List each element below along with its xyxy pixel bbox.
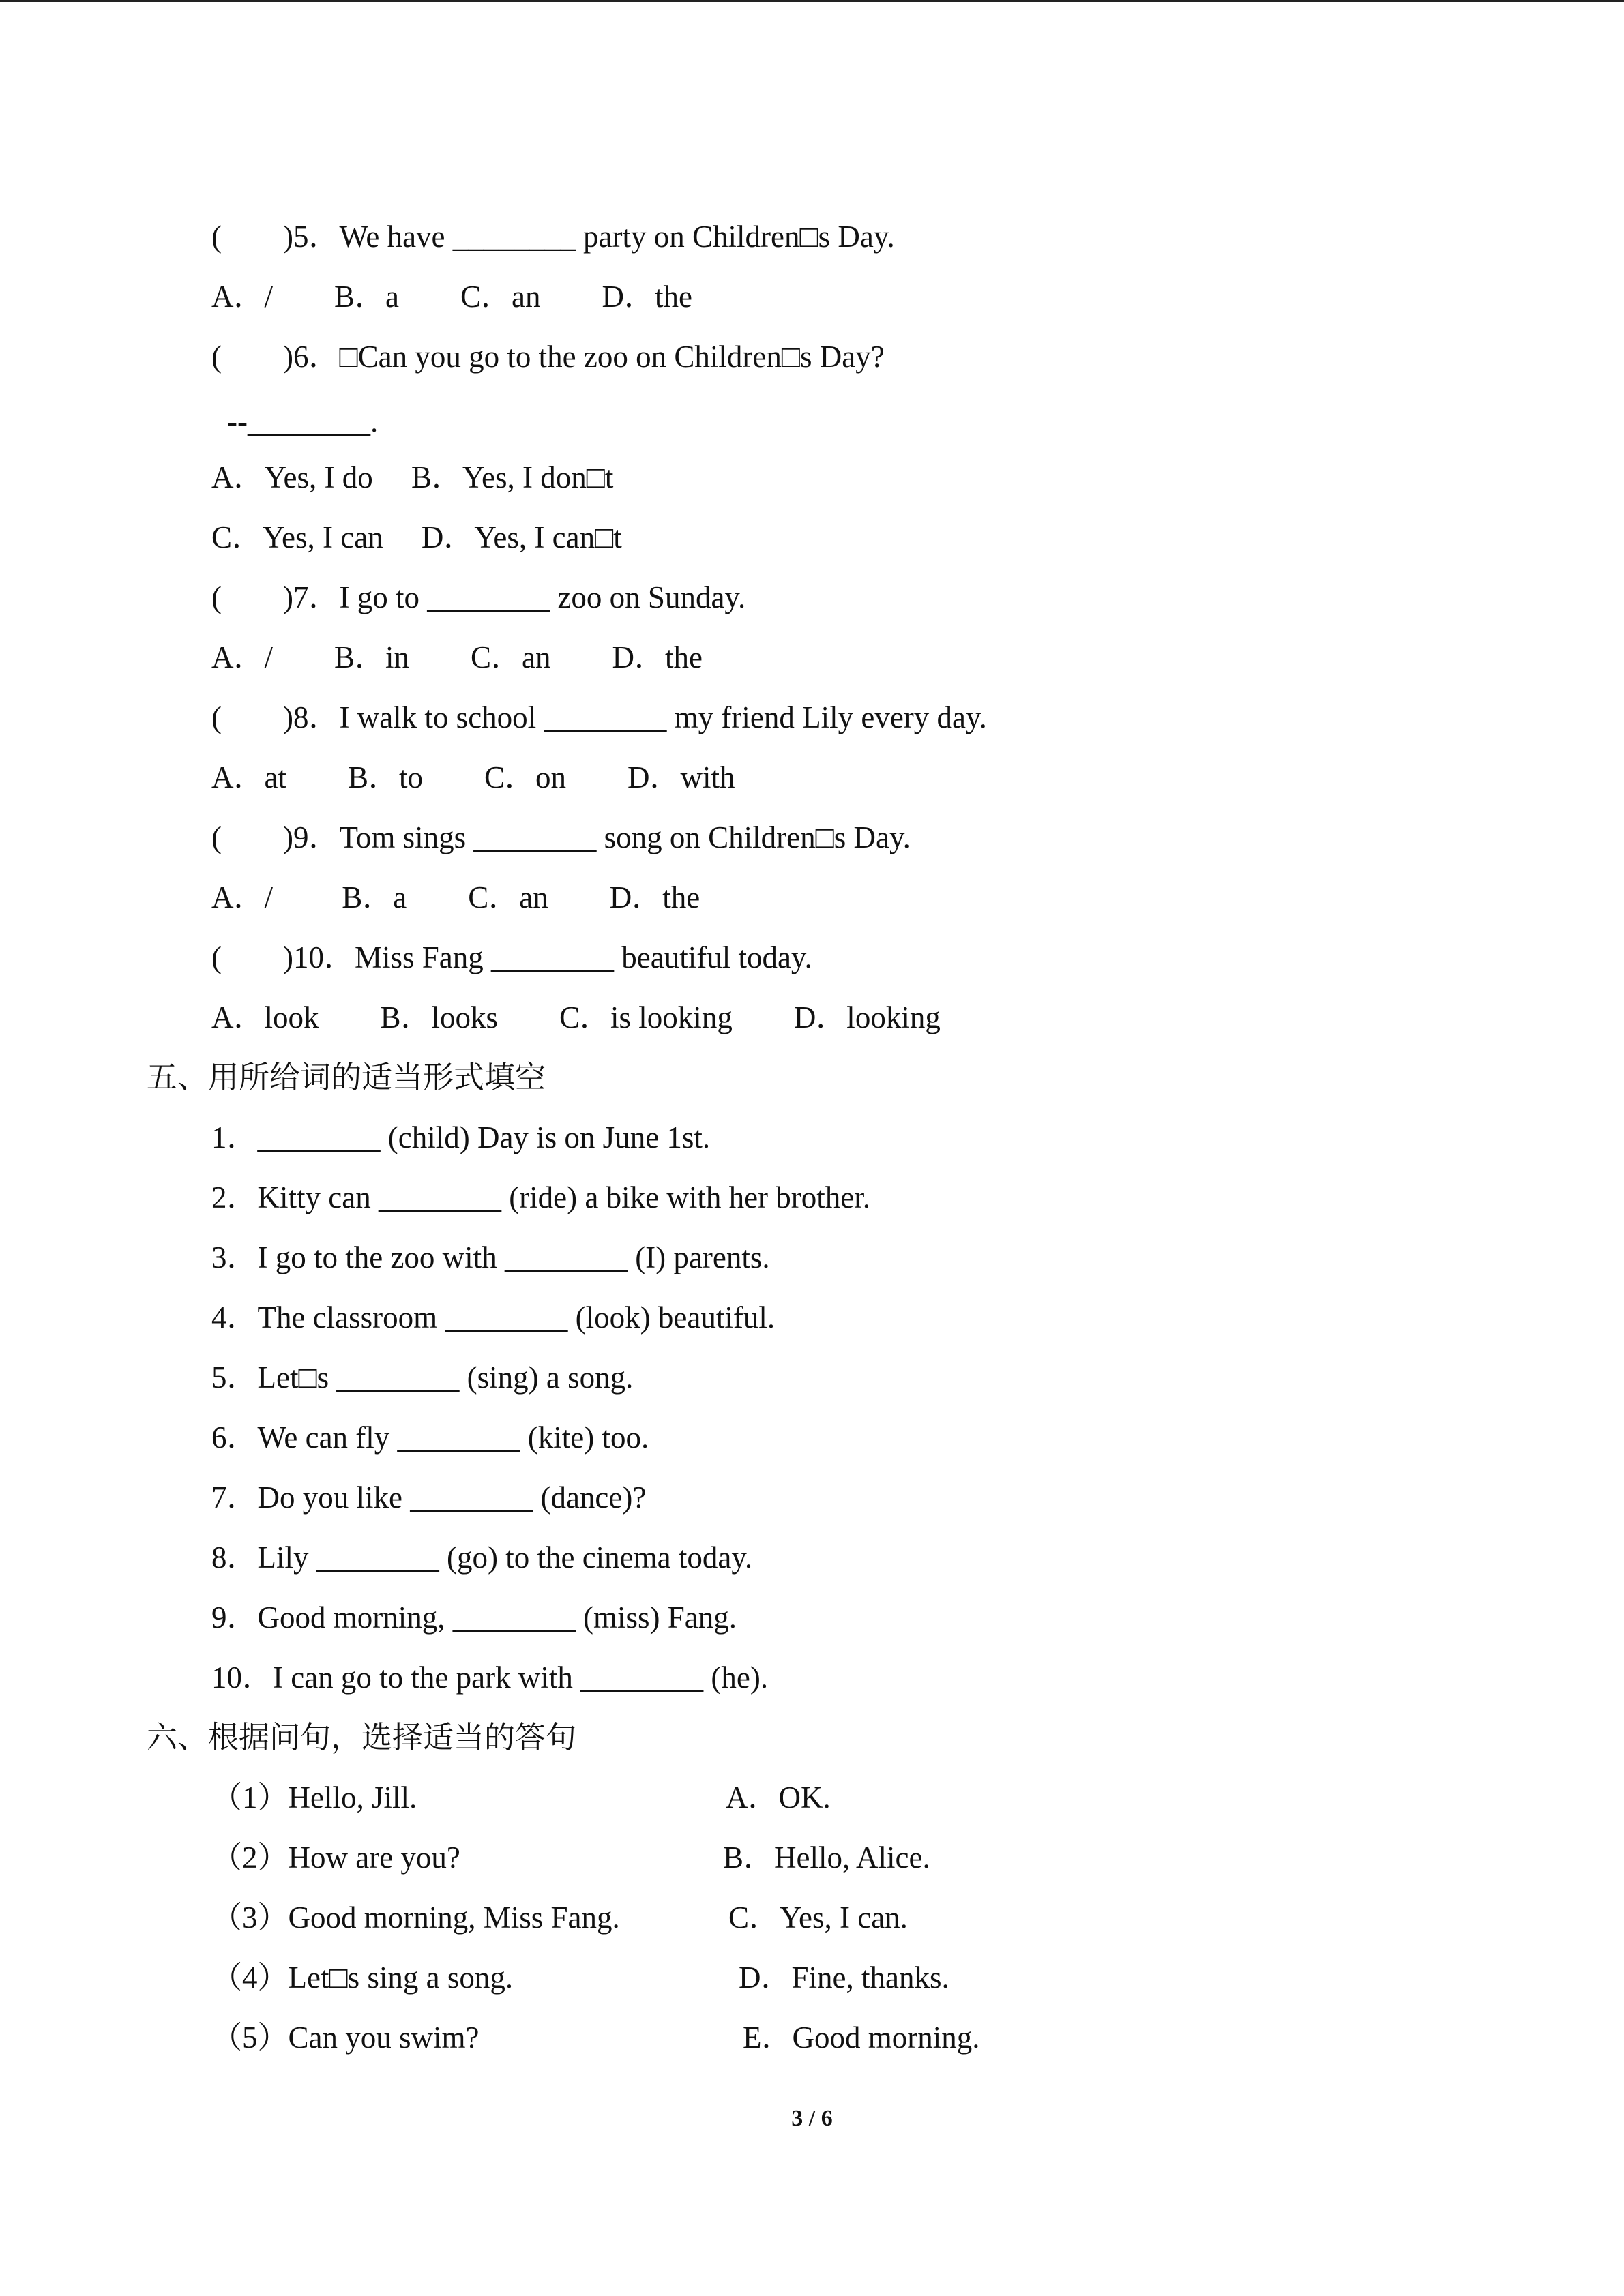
question-9-options: A．/ B．a C．an D．the xyxy=(211,880,700,914)
match-question-1: （1）Hello, Jill. xyxy=(211,1780,417,1815)
match-question-2: （2）How are you? xyxy=(211,1840,460,1875)
question-10: ( )10．Miss Fang ________ beautiful today. xyxy=(211,940,812,974)
match-answer-c: C．Yes, I can. xyxy=(728,1900,908,1935)
question-6-options-row-1: A．Yes, I do B．Yes, I don□t xyxy=(211,460,614,494)
fill-item-7: 7．Do you like ________ (dance)? xyxy=(211,1480,647,1515)
match-question-4: （4）Let□s sing a song. xyxy=(211,1960,514,1995)
question-9: ( )9．Tom sings ________ song on Children□s Day. xyxy=(211,820,911,854)
fill-item-6: 6．We can fly ________ (kite) too. xyxy=(211,1420,649,1455)
question-6-answer-blank: --________. xyxy=(227,404,379,438)
question-8-options: A．at B．to C．on D．with xyxy=(211,760,735,794)
section-5-heading: 五、用所给词的适当形式填空 xyxy=(147,1060,546,1094)
match-answer-d: D．Fine, thanks. xyxy=(739,1960,949,1995)
question-10-options: A．look B．looks C．is looking D．looking xyxy=(211,1000,941,1034)
question-5: ( )5．We have ________ party on Children□s Day. xyxy=(211,220,895,254)
fill-item-2: 2．Kitty can ________ (ride) a bike with her brother. xyxy=(211,1180,871,1214)
question-7-options: A．/ B．in C．an D．the xyxy=(211,640,703,674)
fill-item-8: 8．Lily ________ (go) to the cinema today. xyxy=(211,1540,753,1575)
question-6: ( )6．□Can you go to the zoo on Children□s Day? xyxy=(211,340,885,374)
fill-item-4: 4．The classroom ________ (look) beautiful. xyxy=(211,1300,776,1335)
page-number: 3 / 6 xyxy=(791,2106,833,2131)
fill-item-1: 1．________ (child) Day is on June 1st. xyxy=(211,1120,711,1154)
fill-item-3: 3．I go to the zoo with ________ (I) parents. xyxy=(211,1240,770,1274)
question-5-options: A．/ B．a C．an D．the xyxy=(211,280,692,314)
fill-item-9: 9．Good morning, ________ (miss) Fang. xyxy=(211,1600,737,1635)
question-7: ( )7．I go to ________ zoo on Sunday. xyxy=(211,580,746,614)
match-answer-a: A．OK. xyxy=(726,1780,831,1815)
page-top-border xyxy=(0,0,1624,2)
fill-item-5: 5．Let□s ________ (sing) a song. xyxy=(211,1360,634,1395)
match-answer-e: E．Good morning. xyxy=(743,2021,980,2055)
match-answer-b: B．Hello, Alice. xyxy=(723,1840,930,1875)
question-6-options-row-2: C．Yes, I can D．Yes, I can□t xyxy=(211,520,622,554)
section-6-heading: 六、根据问句，选择适当的答句 xyxy=(147,1720,577,1755)
match-question-5: （5）Can you swim? xyxy=(211,2021,479,2055)
match-question-3: （3）Good morning, Miss Fang. xyxy=(211,1900,620,1935)
question-8: ( )8．I walk to school ________ my friend Lily every day. xyxy=(211,700,987,734)
fill-item-10: 10．I can go to the park with ________ (he). xyxy=(211,1660,769,1695)
